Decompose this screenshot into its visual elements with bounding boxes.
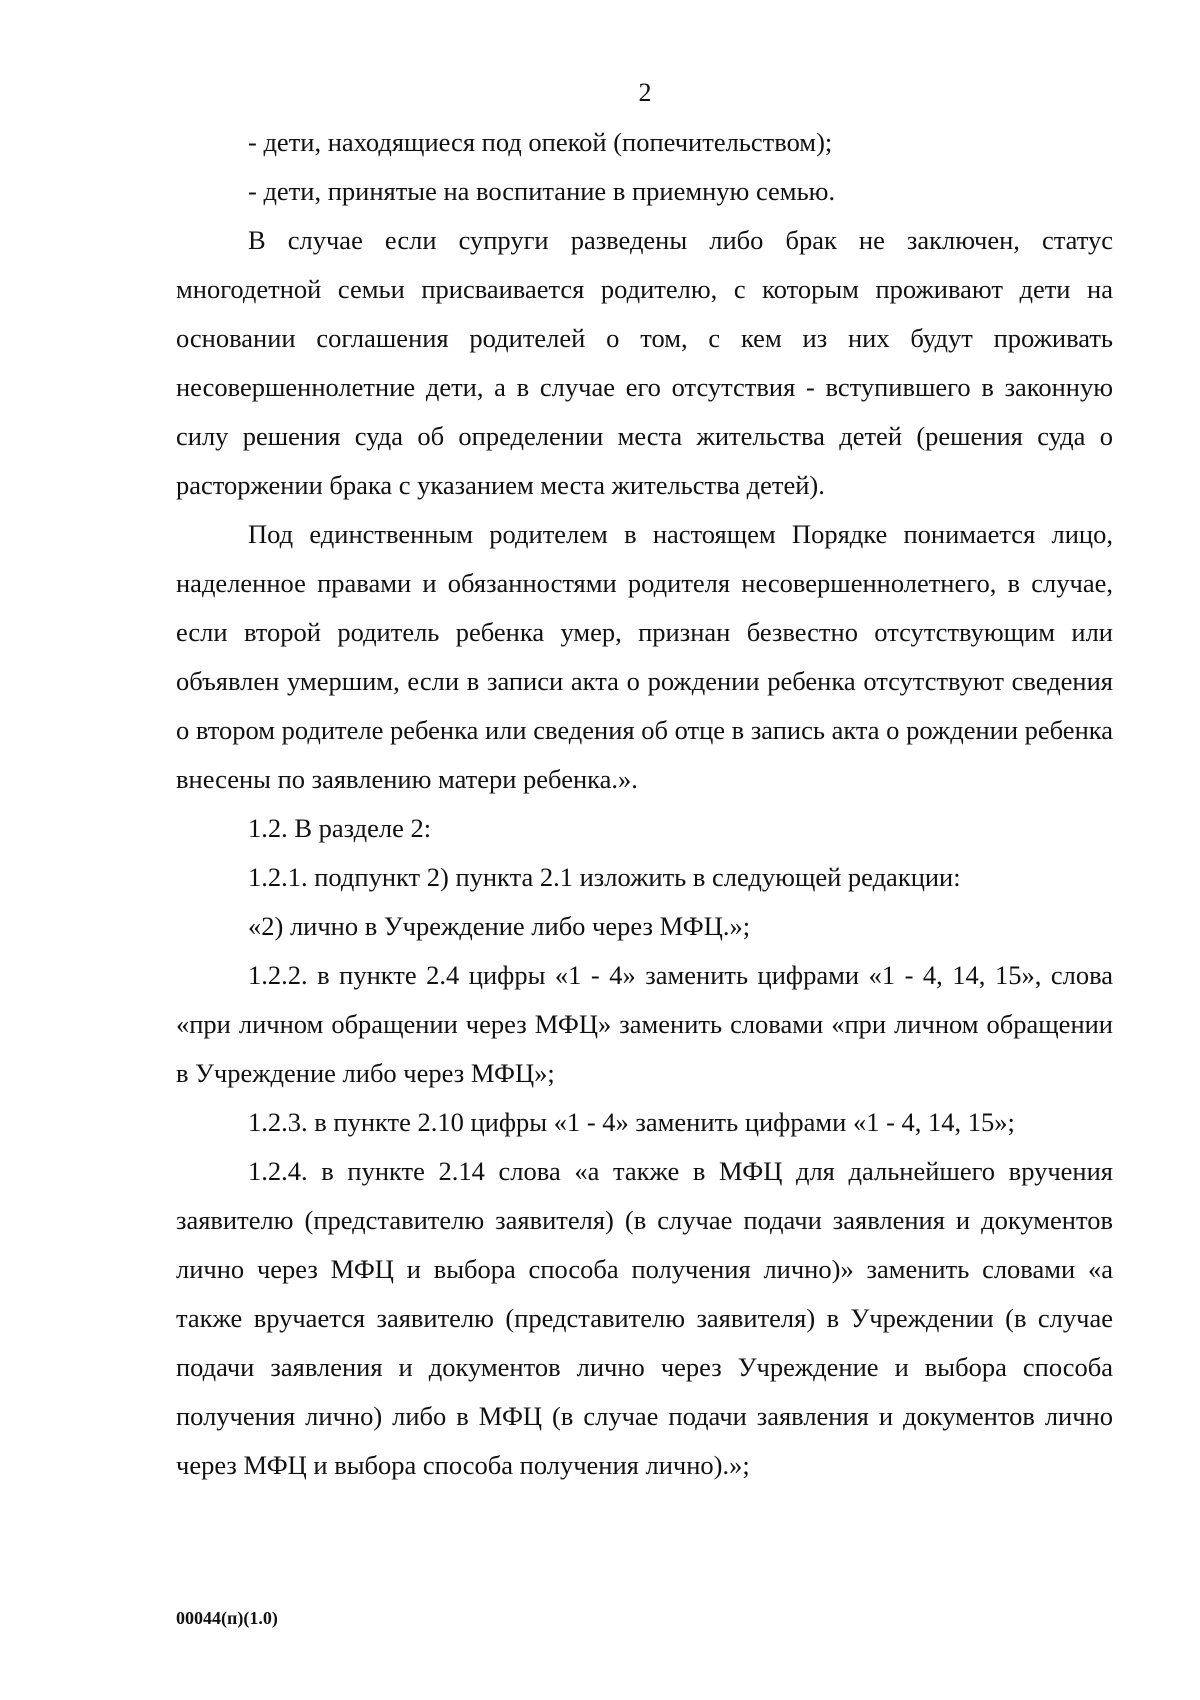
document-code: 00044(п)(1.0) [176,1608,278,1628]
document-body [176,118,1113,1490]
list-item-foster-family: - дети, принятые на воспитание в приемную семью. [248,176,836,206]
page-number: 2 [638,78,652,107]
clause-1-2-3: 1.2.3. в пункте 2.10 цифры «1 - 4» заменить цифрами «1 - 4, 14, 15»; [248,1107,1015,1137]
clause-1-2-4: 1.2.4. в пункте 2.14 слова «а также в МФЦ для дальнейшего вручения заявителю (представителю заявителя) (в случае подачи заявления и документов лично через МФЦ и выбора способа получения лично)» заменить словами «а также вручается заявителю (представителю заявителя) в Учреждении (в случае подачи заявления и документов лично через Учреждение и выбора способа получения лично) либо в МФЦ (в случае подачи заявления и документов лично через МФЦ и выбора способа получения лично).»; [176,1156,1113,1480]
clause-1-2-1: 1.2.1. подпункт 2) пункта 2.1 изложить в следующей редакции: [248,862,961,892]
clause-1-2-1-text: «2) лично в Учреждение либо через МФЦ.»; [248,911,751,941]
paragraph-divorced-spouses: В случае если супруги разведены либо брак не заключен, статус многодетной семьи присваивается родителю, с которым проживают дети на основании соглашения родителей о том, с кем из них будут проживать несовершеннолетние дети, а в случае его отсутствия - вступившего в законную силу решения суда об определении места жительства детей (решения суда о расторжении брака с указанием места жительства детей). [176,225,1113,500]
clause-1-2-2: 1.2.2. в пункте 2.4 цифры «1 - 4» заменить цифрами «1 - 4, 14, 15», слова «при личном обращении через МФЦ» заменить словами «при личном обращении в Учреждение либо через МФЦ»; [176,960,1113,1088]
section-heading-1-2: 1.2. В разделе 2: [248,813,432,843]
list-item-guardianship: - дети, находящиеся под опекой (попечительством); [248,127,833,157]
paragraph-single-parent: Под единственным родителем в настоящем Порядке понимается лицо, наделенное правами и обязанностями родителя несовершеннолетнего, в случае, если второй родитель ребенка умер, признан безвестно отсутствующим или объявлен умершим, если в записи акта о рождении ребенка отсутствуют сведения о втором родителе ребенка или сведения об отце в запись акта о рождении ребенка внесены по заявлению матери ребенка.». [176,519,1113,794]
